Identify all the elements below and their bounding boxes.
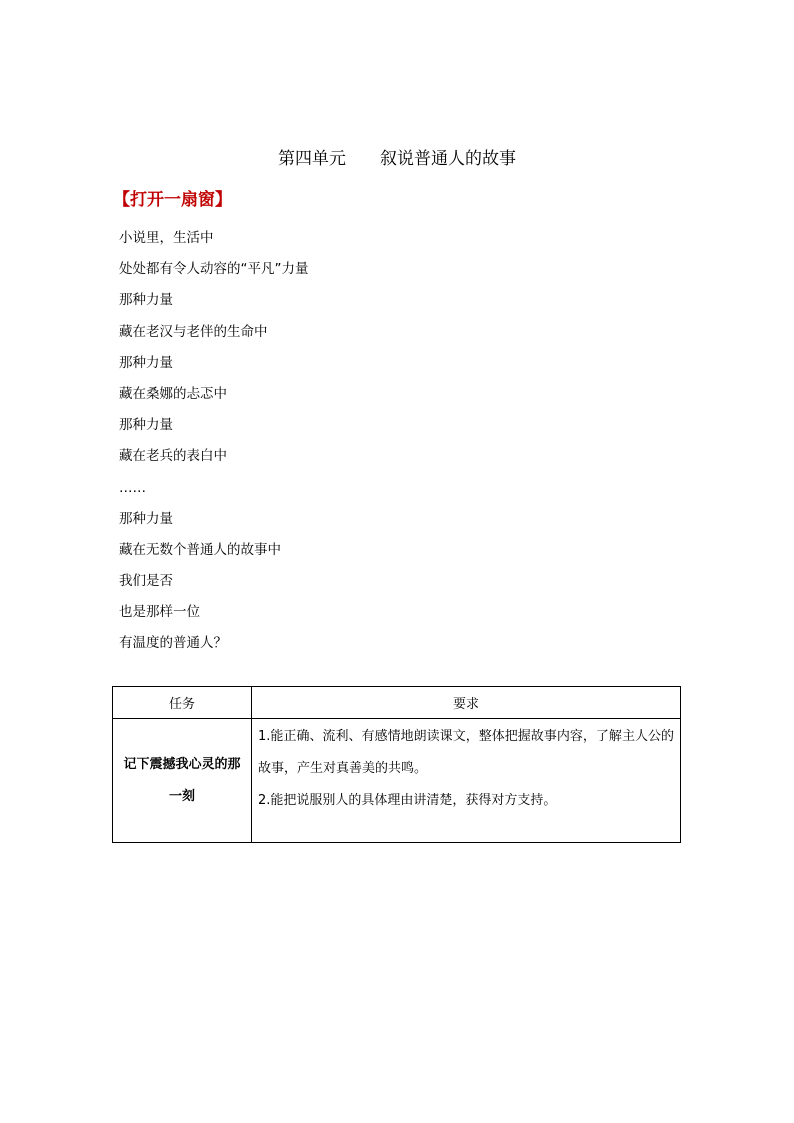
- poem-line: 也是那样一位: [119, 604, 200, 621]
- poem-line: 那种力量: [119, 417, 173, 434]
- requirement-item: 2.能把说服别人的具体理由讲清楚，获得对方支持。: [258, 793, 557, 808]
- poem-line: 那种力量: [119, 510, 173, 527]
- poem-line: 藏在老汉与老伴的生命中: [119, 323, 268, 340]
- poem-line: 藏在桑娜的忐忑中: [119, 385, 227, 402]
- page-title: 第四单元 叙说普通人的故事: [278, 149, 516, 169]
- poem-line: 藏在无数个普通人的故事中: [119, 541, 281, 558]
- section-heading: 【打开一扇窗】: [113, 190, 232, 210]
- poem-list: [119, 226, 309, 663]
- task-table: [112, 686, 681, 843]
- requirement-cell: [252, 719, 681, 843]
- poem-line: 处处都有令人动容的“平凡”力量: [119, 261, 309, 278]
- table-header-task: 任务: [113, 687, 252, 719]
- poem-line: 有温度的普通人？: [119, 635, 227, 652]
- table-header-requirement: 要求: [252, 687, 681, 719]
- table-header-row: [113, 687, 681, 719]
- poem-line: 藏在老兵的表白中: [119, 448, 227, 465]
- table-row: [113, 719, 681, 843]
- requirement-item: 1.能正确、流利、有感情地朗读课文，整体把握故事内容，了解主人公的故事，产生对真善美的共鸣。: [258, 729, 674, 776]
- poem-line: 那种力量: [119, 354, 173, 371]
- poem-line: 我们是否: [119, 573, 173, 590]
- poem-line: ……: [119, 479, 146, 496]
- task-cell: 记下震撼我心灵的那一刻: [113, 719, 252, 843]
- poem-line: 小说里，生活中: [119, 230, 214, 246]
- poem-line: 那种力量: [119, 292, 173, 309]
